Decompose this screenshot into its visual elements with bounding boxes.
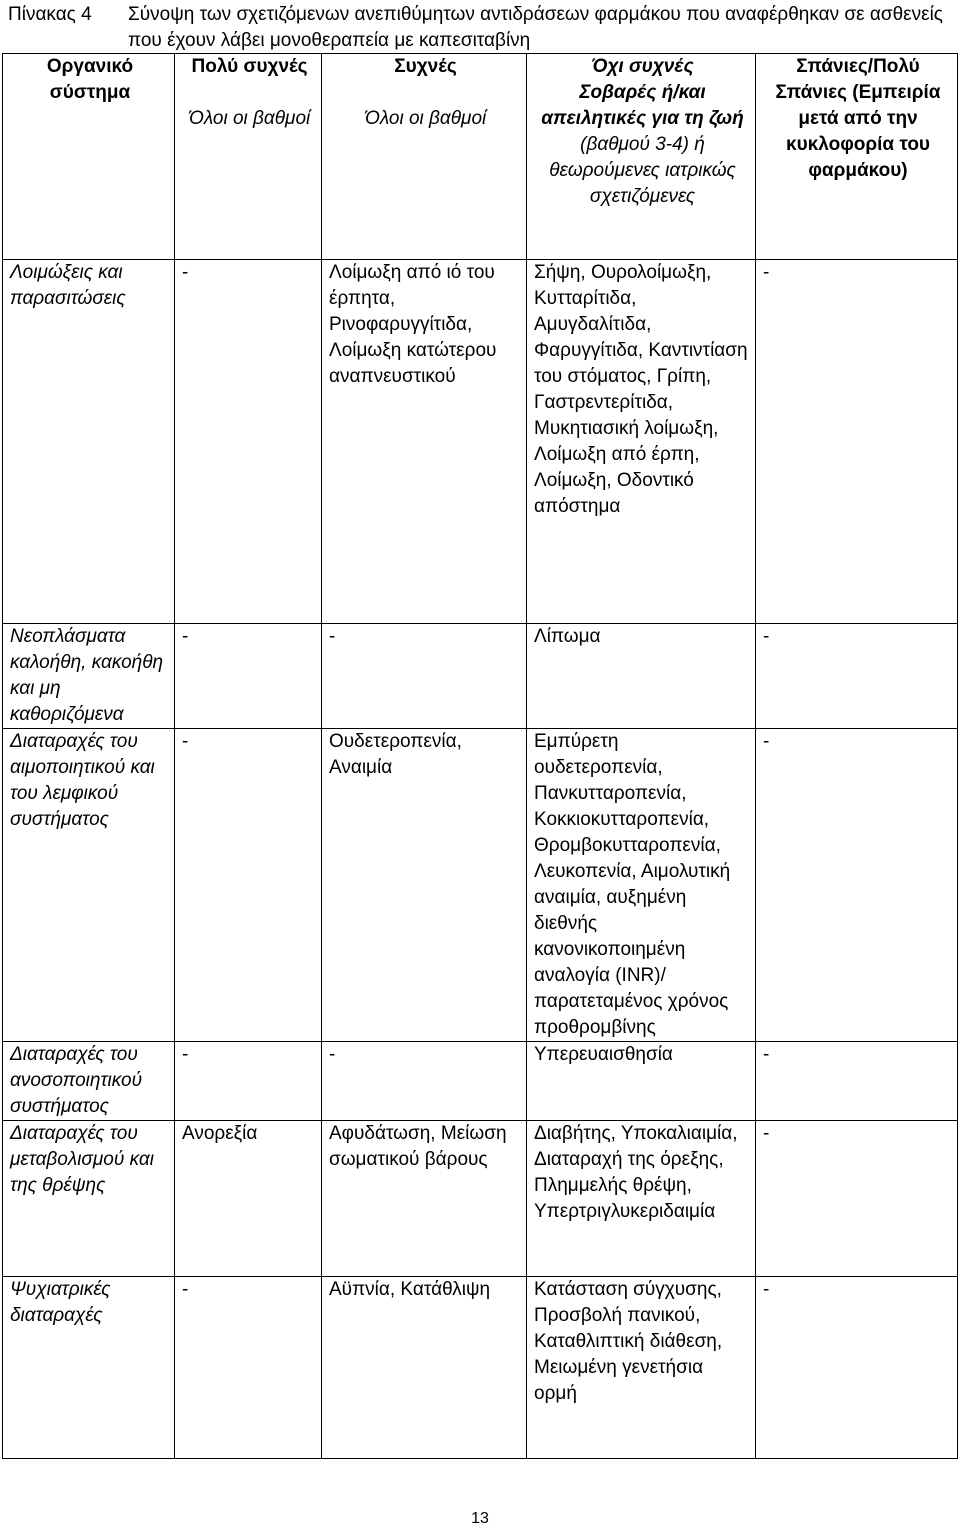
organ-cell: Διαταραχές του ανοσοποιητικού συστήματος	[3, 1042, 175, 1121]
table-row	[3, 729, 958, 1042]
uncommon-cell: Διαβήτης, Υποκαλιαιμία, Διαταραχή της όρεξης, Πλημμελής θρέψη, Υπερτριγλυκεριδαιμία	[527, 1121, 756, 1277]
very-common-cell: Ανορεξία	[175, 1121, 322, 1277]
rare-cell: -	[756, 729, 958, 1042]
table-row	[3, 624, 958, 729]
rare-cell: -	[756, 1277, 958, 1459]
rare-cell: -	[756, 1042, 958, 1121]
rare-cell: -	[756, 260, 958, 624]
common-cell: Λοίμωξη από ιό του έρπητα, Ρινοφαρυγγίτιδα, Λοίμωξη κατώτερου αναπνευστικού	[322, 260, 527, 624]
common-cell: Ουδετεροπενία, Αναιμία	[322, 729, 527, 1042]
rare-cell: -	[756, 1121, 958, 1277]
adverse-reactions-table	[2, 53, 958, 1459]
very-common-cell: -	[175, 1277, 322, 1459]
header-common: Συχνές Όλοι οι βαθμοί	[322, 54, 527, 260]
very-common-cell: -	[175, 1042, 322, 1121]
table-header-row	[3, 54, 958, 260]
table-row	[3, 260, 958, 624]
uncommon-cell: Υπερευαισθησία	[527, 1042, 756, 1121]
very-common-cell: -	[175, 260, 322, 624]
common-cell: Αφυδάτωση, Μείωση σωματικού βάρους	[322, 1121, 527, 1277]
organ-cell: Διαταραχές του μεταβολισμού και της θρέψης	[3, 1121, 175, 1277]
common-cell: -	[322, 624, 527, 729]
rare-cell: -	[756, 624, 958, 729]
caption-label: Πίνακας 4	[8, 4, 92, 25]
table-row	[3, 1042, 958, 1121]
organ-cell: Διαταραχές του αιμοποιητικού και του λεμφικού συστήματος	[3, 729, 175, 1042]
organ-cell: Νεοπλάσματα καλοήθη, κακοήθη και μη καθοριζόμενα	[3, 624, 175, 729]
organ-cell: Ψυχιατρικές διαταραχές	[3, 1277, 175, 1459]
header-very-common: Πολύ συχνές Όλοι οι βαθμοί	[175, 54, 322, 260]
common-cell: Αϋπνία, Κατάθλιψη	[322, 1277, 527, 1459]
organ-cell: Λοιμώξεις και παρασιτώσεις	[3, 260, 175, 624]
header-uncommon: Όχι συχνές Σοβαρές ή/και απειλητικές για τη ζωή (βαθμού 3-4) ή θεωρούμενες ιατρικώς σχετιζόμενες	[527, 54, 756, 260]
table-row	[3, 1277, 958, 1459]
uncommon-cell: Σήψη, Ουρολοίμωξη, Κυτταρίτιδα, Αμυγδαλίτιδα, Φαρυγγίτιδα, Καντιντίαση του στόματος, Γρίπη, Γαστρεντερίτιδα, Μυκητιασική λοίμωξη, Λοίμωξη από έρπη, Λοίμωξη, Οδοντικό απόστημα	[527, 260, 756, 624]
caption-text: Σύνοψη των σχετιζόμενων ανεπιθύμητων αντιδράσεων φαρμάκου που αναφέρθηκαν σε ασθενείς που έχουν λάβει μονοθεραπεία με καπεσιταβίνη	[128, 4, 943, 51]
very-common-cell: -	[175, 729, 322, 1042]
table-row	[3, 1121, 958, 1277]
very-common-cell: -	[175, 624, 322, 729]
uncommon-cell: Κατάσταση σύγχυσης, Προσβολή πανικού, Καταθλιπτική διάθεση, Μειωμένη γενετήσια ορμή	[527, 1277, 756, 1459]
common-cell: -	[322, 1042, 527, 1121]
uncommon-cell: Λίπωμα	[527, 624, 756, 729]
uncommon-cell: Εμπύρετη ουδετεροπενία, Πανκυτταροπενία, Κοκκιοκυτταροπενία, Θρομβοκυτταροπενία, Λευκοπενία, Αιμολυτική αναιμία, αυξημένη διεθνής κανονικοποιημένη αναλογία (INR)/παρατεταμένος χρόνος προθρομβίνης	[527, 729, 756, 1042]
page-number: 13	[471, 1510, 489, 1527]
header-organ-system: Οργανικό σύστημα	[3, 54, 175, 260]
header-rare: Σπάνιες/Πολύ Σπάνιες (Εμπειρία μετά από την κυκλοφορία του φαρμάκου)	[756, 54, 958, 260]
